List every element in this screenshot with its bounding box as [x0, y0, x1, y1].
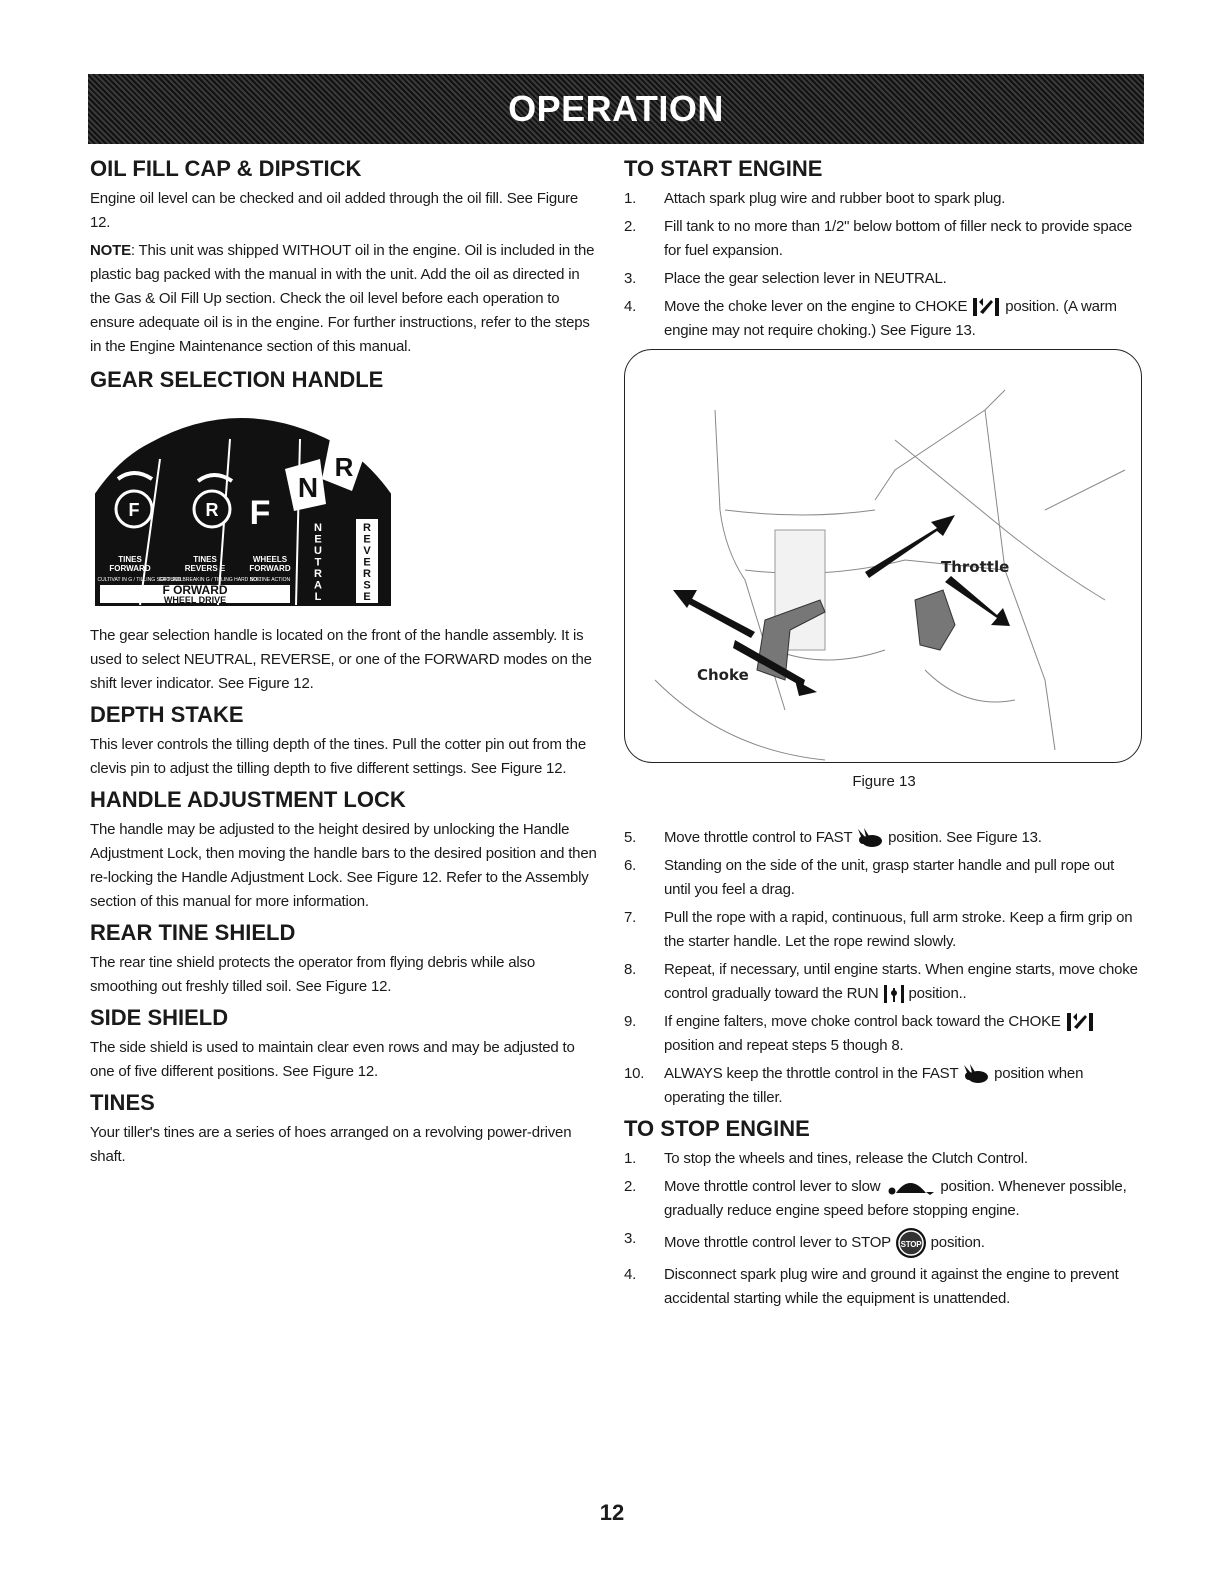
- start-heading: TO START ENGINE: [624, 156, 823, 181]
- choke-icon: [971, 296, 1001, 318]
- step-text: Pull the rope with a rapid, continuous, full arm stroke. Keep a firm grip on the starter handle. Let the rope rewind slowly.: [664, 909, 1133, 950]
- decal-f-letter: F: [249, 494, 271, 532]
- step-text: [664, 1062, 1144, 1110]
- list-item: [624, 1227, 1144, 1259]
- stop-heading: TO STOP ENGINE: [624, 1116, 810, 1141]
- list-item: [624, 854, 1144, 902]
- step-text-b: position. Whenever possible, gradually reduce engine speed before stopping engine.: [664, 1178, 1127, 1219]
- step-num: 6.: [624, 857, 637, 874]
- reverse-vertical-label: [363, 522, 371, 603]
- vertical-letter: E: [363, 533, 371, 546]
- step-text-b: position. (A warm engine may not require choking.) See Figure 13.: [664, 298, 1117, 339]
- box2-bot: GROUND BREAKIN G / TILLING HARD SOIL: [158, 577, 262, 583]
- list-item: [624, 906, 1144, 954]
- step-num: 4.: [624, 298, 637, 315]
- decal-r-letter: R: [334, 452, 354, 482]
- side-paragraph: The side shield is used to maintain clear even rows and may be adjusted to one of five different positions. See Figure 12.: [90, 1039, 575, 1080]
- box3-top: WHEELS: [252, 555, 288, 564]
- step-num: 5.: [624, 829, 637, 846]
- turtle-slow-icon: [884, 1177, 936, 1197]
- note-label: NOTE: [90, 242, 131, 259]
- tines-paragraph: Your tiller's tines are a series of hoes arranged on a revolving power-driven shaft.: [90, 1124, 572, 1165]
- box1-bot: CULTIVAT IN G / TILLING SOFT SOIL: [97, 577, 183, 583]
- step-num: 1.: [624, 190, 637, 207]
- gear-heading: GEAR SELECTION HANDLE: [90, 367, 384, 392]
- step-num: 7.: [624, 909, 637, 926]
- section-banner: [88, 74, 1144, 144]
- engine-controls-illustration: [625, 350, 1141, 762]
- throttle-label: Throttle: [941, 558, 1010, 576]
- figure-13: [624, 349, 1142, 763]
- vertical-letter: S: [363, 579, 371, 592]
- banner-wheel-drive: WHEEL DRIVE: [163, 595, 227, 605]
- vertical-letter: N: [314, 522, 322, 534]
- step-text-a: Repeat, if necessary, until engine starts. When engine starts, move choke control gradually toward the RUN: [664, 961, 1138, 1002]
- step-text-b: position.: [930, 1233, 985, 1251]
- vertical-letter: T: [314, 556, 322, 569]
- decal-n-letter: N: [297, 472, 319, 503]
- box2-top: TINES: [193, 555, 217, 564]
- banner-title: OPERATION: [508, 88, 724, 129]
- step-text: [664, 1010, 1144, 1058]
- depth-paragraph: This lever controls the tilling depth of the tines. Pull the cotter pin out from the clevis pin to adjust the tilling depth to five different settings. See Figure 12.: [90, 736, 586, 777]
- step-text: To stop the wheels and tines, release the Clutch Control.: [664, 1150, 1028, 1167]
- step-text-b: position and repeat steps 5 though 8.: [664, 1037, 904, 1054]
- left-column: [90, 156, 600, 1173]
- step-text-a: Move throttle control lever to STOP: [664, 1233, 891, 1251]
- choke-icon: [1065, 1011, 1095, 1033]
- handle-paragraph: The handle may be adjusted to the height desired by unlocking the Handle Adjustment Lock, then moving the handle bars to the desired position and then re-locking the Handle Adjustment Lock. See Figure 12. Refer to the Assembly section of this manual for more information.: [90, 821, 597, 910]
- box3-mid: FORWARD: [249, 564, 291, 573]
- throttle-arrow-lower: [945, 576, 1010, 626]
- list-item: [624, 1175, 1144, 1223]
- run-icon: [883, 984, 905, 1004]
- step-text-a: If engine falters, move choke control back toward the CHOKE: [664, 1013, 1061, 1030]
- vertical-letter: A: [314, 579, 322, 592]
- list-item: [624, 295, 1144, 343]
- vertical-letter: E: [363, 591, 371, 603]
- box3-bot: NO TINE ACTION: [249, 577, 291, 583]
- rear-heading: REAR TINE SHIELD: [90, 920, 296, 945]
- step-text-a: Move the choke lever on the engine to CHOKE: [664, 298, 968, 315]
- step-text-b: position when operating the tiller.: [664, 1065, 1084, 1106]
- side-heading: SIDE SHIELD: [90, 1005, 229, 1030]
- note-text: : This unit was shipped WITHOUT oil in the engine. Oil is included in the plastic bag packed with the manual in with the unit. Add the oil as directed in the Gas & Oil Fill Up section. Check the oil level before each operation to ensure adequate oil is in the engine. For further instructions, refer to the steps in the Engine Maintenance section of this manual.: [90, 242, 595, 355]
- decal-r-circle: R: [205, 500, 219, 520]
- tines-heading: TINES: [90, 1090, 155, 1115]
- page-number: 12: [599, 1500, 625, 1525]
- oil-paragraph: Engine oil level can be checked and oil added through the oil fill. See Figure 12.: [90, 190, 579, 231]
- list-item: [624, 826, 1144, 850]
- figure-13-caption: Figure 13: [852, 773, 916, 790]
- step-text: Attach spark plug wire and rubber boot to spark plug.: [664, 190, 1006, 207]
- step-text: [664, 826, 1144, 850]
- box2-mid: REVERS E: [184, 564, 226, 573]
- step-text: [664, 1175, 1144, 1223]
- handle-heading: HANDLE ADJUSTMENT LOCK: [90, 787, 406, 812]
- vertical-letter: R: [363, 568, 371, 580]
- list-item: [624, 215, 1144, 263]
- step-num: 3.: [624, 270, 637, 287]
- step-text: Standing on the side of the unit, grasp starter handle and pull rope out until you feel a drag.: [664, 857, 1115, 898]
- right-column: [624, 156, 1144, 1317]
- step-text-a: Move throttle control to FAST: [664, 829, 853, 846]
- stop-icon-text: STOP: [900, 1240, 922, 1249]
- stop-steps: [624, 1147, 1144, 1311]
- step-text-a: ALWAYS keep the throttle control in the FAST: [664, 1065, 959, 1082]
- step-num: 3.: [624, 1230, 637, 1247]
- step-num: 10.: [624, 1065, 645, 1082]
- gear-decal-svg: [90, 399, 400, 609]
- step-text: Disconnect spark plug wire and ground it against the engine to prevent accidental starting while the equipment is unattended.: [664, 1266, 1119, 1307]
- list-item: [624, 187, 1144, 211]
- stop-sign-icon: [895, 1227, 927, 1259]
- step-num: 9.: [624, 1013, 637, 1030]
- step-num: 2.: [624, 218, 637, 235]
- vertical-letter: U: [314, 545, 322, 557]
- rear-paragraph: The rear tine shield protects the operator from flying debris while also smoothing out freshly tilled soil. See Figure 12.: [90, 954, 535, 995]
- list-item: [624, 958, 1144, 1006]
- step-num: 1.: [624, 1150, 637, 1167]
- step-num: 4.: [624, 1266, 637, 1283]
- list-item: [624, 1062, 1144, 1110]
- list-item: [624, 1263, 1144, 1311]
- depth-heading: DEPTH STAKE: [90, 702, 244, 727]
- step-text: [664, 1227, 1144, 1259]
- rabbit-fast-icon: [856, 827, 884, 849]
- box1-mid: FORWARD: [109, 564, 151, 573]
- choke-label: Choke: [697, 666, 749, 684]
- list-item: [624, 267, 1144, 291]
- vertical-letter: V: [363, 545, 371, 557]
- choke-arrow-upper: [685, 595, 755, 638]
- step-text-b: position. See Figure 13.: [888, 829, 1042, 846]
- gear-paragraph: The gear selection handle is located on the front of the handle assembly. It is used to select NEUTRAL, REVERSE, or one of the FORWARD modes on the shift lever indicator. See Figure 12.: [90, 627, 592, 692]
- step-text-a: Move throttle control lever to slow: [664, 1178, 881, 1195]
- throttle-lever: [915, 590, 955, 650]
- step-text: [664, 295, 1144, 343]
- list-item: [624, 1147, 1144, 1171]
- oil-note: [90, 239, 600, 359]
- step-num: 8.: [624, 961, 637, 978]
- start-steps-a: [624, 187, 1144, 343]
- step-num: 2.: [624, 1178, 637, 1195]
- decal-f-circle: F: [128, 500, 140, 520]
- vertical-letter: E: [314, 533, 322, 546]
- start-steps-b: [624, 826, 1144, 1110]
- oil-heading: OIL FILL CAP & DIPSTICK: [90, 156, 362, 181]
- step-text: [664, 958, 1144, 1006]
- vertical-letter: E: [363, 556, 371, 569]
- neutral-vertical-label: [314, 522, 322, 603]
- banner-forward: F ORWARD: [162, 583, 228, 597]
- step-text-b: position..: [908, 985, 967, 1002]
- rabbit-fast-icon: [962, 1063, 990, 1085]
- vertical-letter: L: [314, 591, 322, 603]
- gear-selection-decal: [90, 399, 600, 614]
- step-text: Fill tank to no more than 1/2" below bottom of filler neck to provide space for fuel expansion.: [664, 218, 1133, 259]
- list-item: [624, 1010, 1144, 1058]
- vertical-letter: R: [363, 522, 371, 534]
- step-text: Place the gear selection lever in NEUTRAL.: [664, 270, 947, 287]
- box1-top: TINES: [118, 555, 142, 564]
- vertical-letter: R: [314, 568, 322, 580]
